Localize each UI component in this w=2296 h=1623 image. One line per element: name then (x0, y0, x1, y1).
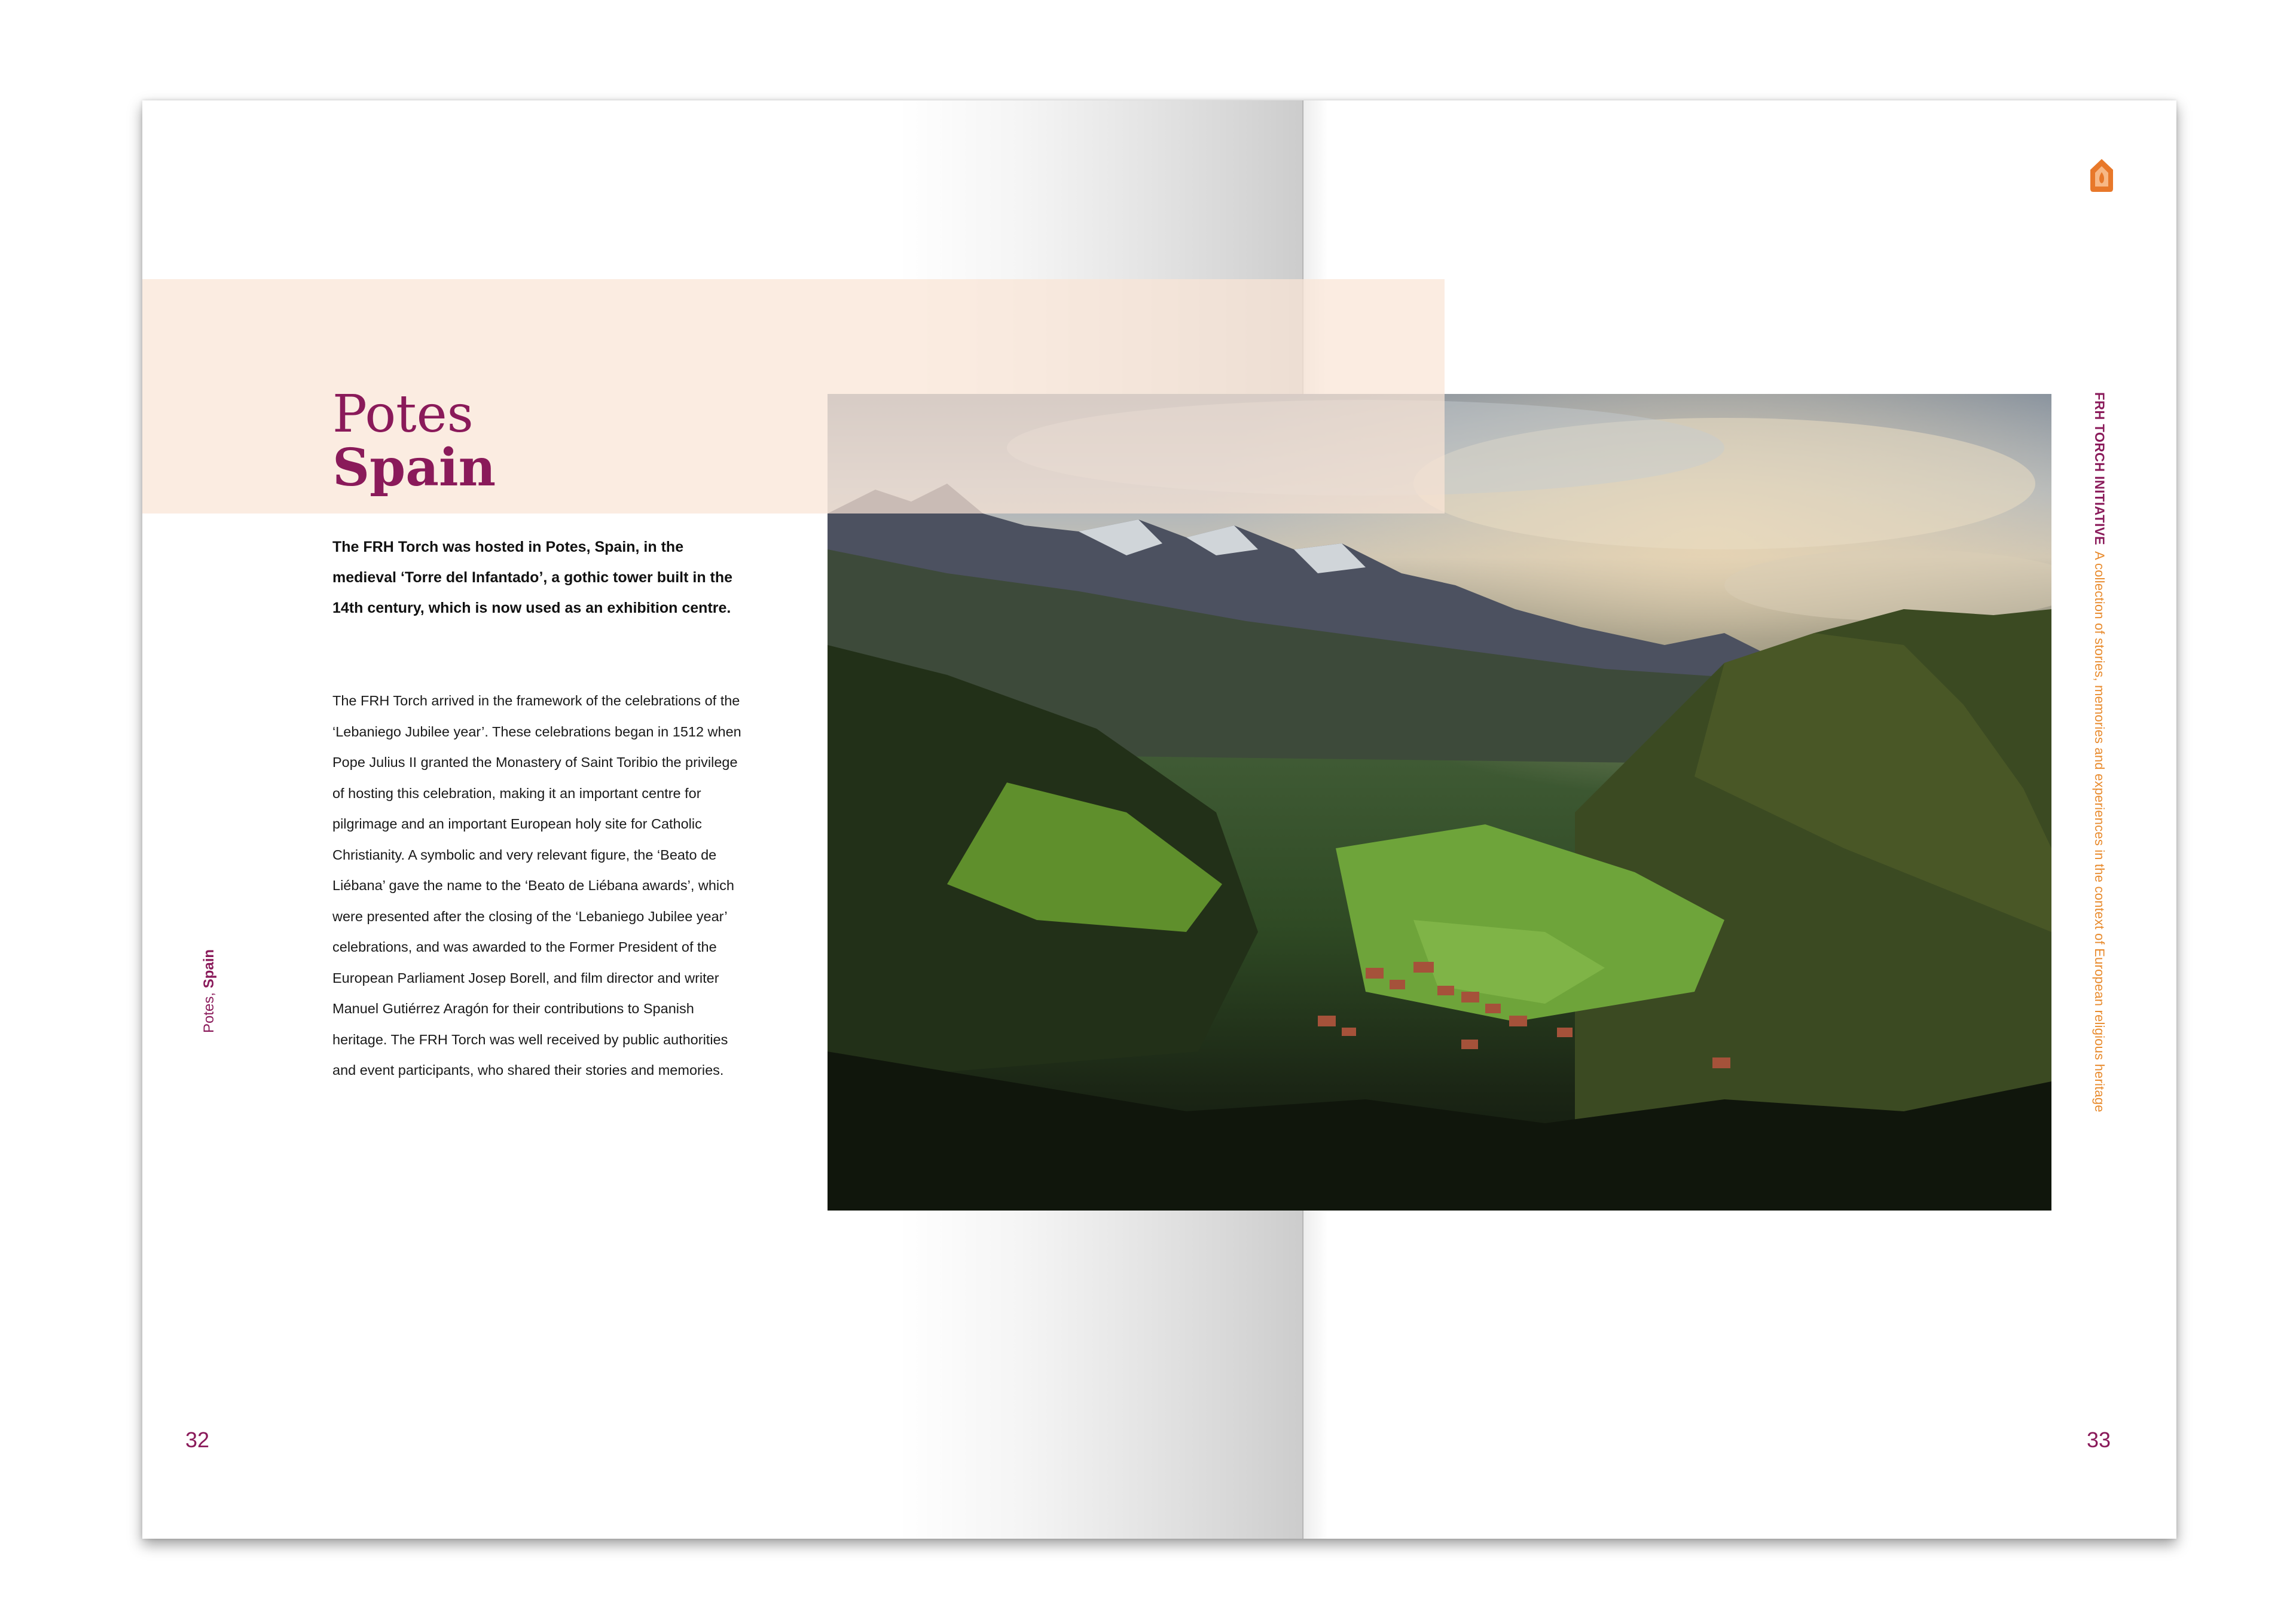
body-paragraph: The FRH Torch arrived in the framework of the celebrations of the ‘Lebaniego Jubilee year’. These celebrations began in 1512 when Pope Julius II granted the Monastery of Saint Toribio the privilege of hosting this celebration, making it an important centre for pilgrimage and an important European holy site for Catholic Christianity. A symbolic and very relevant figure, the ‘Beato de Liébana’ gave the name to the ‘Beato de Liébana awards’, which were presented after the closing of the ‘Lebaniego Jubilee year’ celebrations, and was awarded to the Former President of the European Parliament Josep Borell, and film director and writer Manuel Gutiérrez Aragón for their contributions to Spanish heritage. The FRH Torch was well received by public authorities and event participants, who shared their stories and memories. (332, 693, 741, 1078)
lead-paragraph: The FRH Torch was hosted in Potes, Spain, in the medieval ‘Torre del Infantado’, a gothic tower built in the 14th century, which is now used as an exhibition centre. (332, 539, 733, 616)
page-title (332, 384, 496, 499)
brochure-spread (142, 100, 2176, 1539)
running-head-country: Spain (201, 949, 217, 989)
page-number-left: 32 (185, 1428, 210, 1452)
mountain-valley-photo (828, 394, 2051, 1211)
torch-flame-icon (2087, 158, 2117, 194)
running-head-city: Potes, (201, 992, 217, 1033)
running-head-subtitle: A collection of stories, memories and experiences in the context of European religious heritage (2092, 551, 2107, 1112)
running-head-right (2092, 392, 2107, 1112)
running-head-title: FRH TORCH INITIATIVE (2092, 392, 2107, 546)
title-country: Spain (332, 438, 496, 499)
title-city: Potes (332, 384, 474, 444)
page-number-right: 33 (2087, 1428, 2111, 1452)
